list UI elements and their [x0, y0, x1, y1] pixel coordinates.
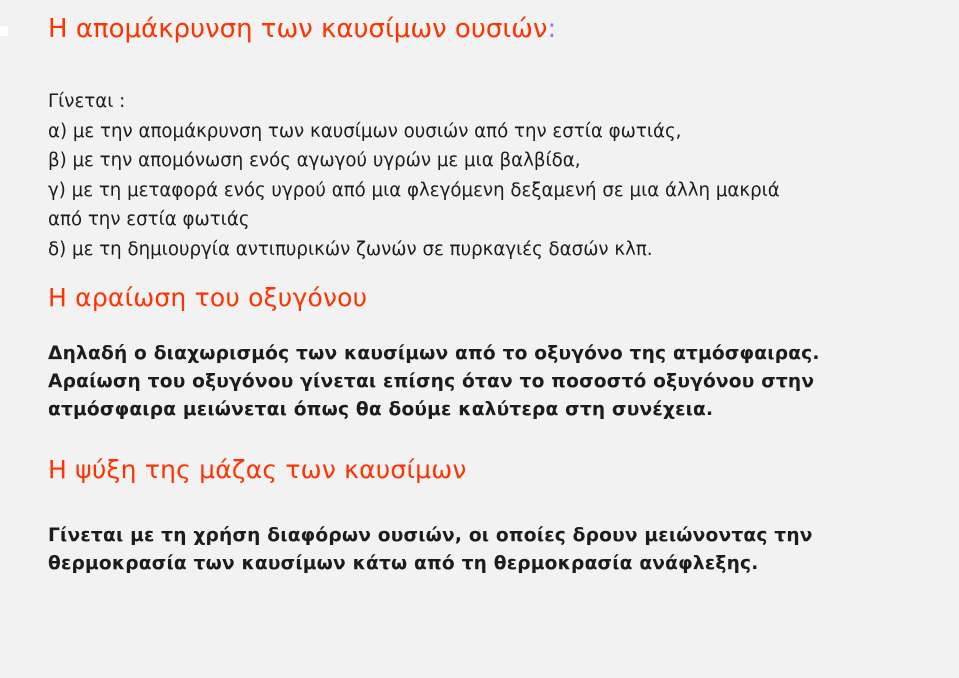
heading-fuel-removal [48, 14, 556, 44]
fuel-removal-body [48, 87, 780, 264]
oxygen-dilution-line: Αραίωση του οξυγόνου γίνεται επίσης όταν το ποσοστό οξυγόνου στην [48, 371, 815, 392]
fuel-cooling-body [48, 522, 813, 578]
fuel-removal-line: από την εστία φωτιάς [48, 209, 250, 230]
fuel-removal-line: δ) με τη δημιουργία αντιπυρικών ζωνών σε πυρκαγιές δασών κλπ. [48, 238, 653, 260]
fuel-cooling-line: θερμοκρασία των καυσίμων κάτω από τη θερμοκρασία ανάφλεξης. [48, 553, 759, 574]
fuel-cooling-line: Γίνεται με τη χρήση διαφόρων ουσιών, οι οποίες δρουν μειώνοντας την [48, 525, 813, 546]
oxygen-dilution-line: ατμόσφαιρα μειώνεται όπως θα δούμε καλύτερα στη συνέχεια. [48, 399, 714, 420]
oxygen-dilution-body [48, 340, 820, 424]
heading-colon: : [547, 14, 557, 44]
fuel-removal-line: β) με την απομόνωση ενός αγωγού υγρών με μια βαλβίδα, [48, 150, 581, 171]
heading-fuel-cooling: Η ψύξη της μάζας των καυσίμων [48, 455, 467, 484]
fuel-removal-line: α) με την απομάκρυνση των καυσίμων ουσιών από την εστία φωτιάς, [48, 120, 682, 142]
heading-fuel-removal-text: Η απομάκρυνση των καυσίμων ουσιών [48, 14, 548, 44]
fuel-removal-line: Γίνεται : [48, 91, 126, 112]
heading-oxygen-dilution: Η αραίωση του οξυγόνου [48, 283, 368, 312]
corner-mark [0, 26, 8, 36]
oxygen-dilution-line: Δηλαδή ο διαχωρισμός των καυσίμων από το οξυγόνο της ατμόσφαιρας. [48, 343, 820, 364]
fuel-removal-line: γ) με τη μεταφορά ενός υγρού από μια φλεγόμενη δεξαμενή σε μια άλλη μακριά [48, 179, 780, 201]
